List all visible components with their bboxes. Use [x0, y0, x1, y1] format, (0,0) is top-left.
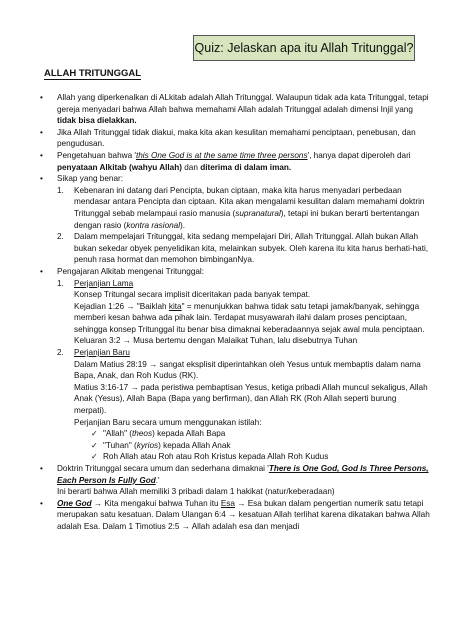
bullet-item-7: • One God → Kita mengakui bahwa Tuhan itu Esa → Esa bukan dalam pengertian numerik satu tetapi merupakan satu kesatuan. Dalam Ulangan 6:4 → kesatuan Allah terlihat karena dikatakan bahwa Allah adalah Esa. Dalam 1 Timotius 2:5 → Allah adalah esa dan menjadi — [40, 498, 430, 533]
numbered-item-2: 2. Dalam mempelajari Tritunggal, kita sedang mempelajari Diri, Allah Tritunggal. Allah bukan Allah bukan sekedar obyek penyelidikan kita, melainkan subyek. Oleh karena itu kita harus berhati-hati, penuh rasa hormat dan memohon bimbinganNya. — [57, 232, 429, 265]
new-testament-section: 2. Perjanjian Baru Dalam Matius 28:19 → sangat eksplisit diperintahkan oleh Yesus untuk membaptis dalam nama Bapa, Anak, dan Roh Kudus (RK). Matius 3:16-17 → pada peristiwa pembaptisan Yesus, ketiga pribadi Allah muncul sekaligus, Allah Anak (Yesus), Allah Bapa (Bapa yang berfirman), dan Allah RK (Roh Allah seperti burung merpati). Perjanjian Baru secara umum menggunakan istilah: ✓ "Allah" (theos) kepada Allah Bapa ✓ "Tuhan" (kyrios) kepada Allah Anak ✓ Roh Allah atau Roh atau Roh Kristus kepada Allah Roh Kudus — [57, 347, 430, 463]
arrow-icon: → — [149, 359, 158, 369]
terms-list — [91, 428, 430, 463]
arrow-icon: → — [93, 498, 103, 508]
exodus-note: Keluaran 3:2 → Musa bertemu dengan Malaikat Tuhan, lalu disebutnya Tuhan — [74, 336, 358, 346]
document-body — [40, 92, 430, 533]
bullet-item-2: • Jika Allah Tritunggal tidak diakui, maka kita akan kesulitan memahami penciptaan, penebusan, dan pengudusan. — [40, 127, 430, 150]
quiz-box — [193, 35, 415, 61]
bullet-item-4: • Sikap yang benar: — [40, 173, 430, 185]
bullet-item-3: • Pengetahuan bahwa 'this One God is at the same time three persons', hanya dapat diperoleh dari penyataan Alkitab (wahyu Allah) dan diterima di dalam iman. — [40, 150, 430, 173]
teaching-list — [57, 278, 430, 464]
quiz-label: Quiz: Jelaskan apa itu Allah Tritunggal? — [194, 41, 414, 55]
bullet-item-6: • Doktrin Tritunggal secara umum dan sederhana dimaknai 'There is One God, God Is Three Persons, Each Person Is Fully God.' Ini berarti bahwa Allah memiliki 3 pribadi dalam 1 hakikat (natur/keberadaan) — [40, 463, 430, 498]
numbered-item-1: 1. Kebenaran ini datang dari Pencipta, bukan ciptaan, maka kita harus menyadari perbedaan mendasar antara Pencipta dan ciptaan. Kita akan mengalami kesulitan dalam memahami doktrin Tritunggal sebab melampaui rasio manusia (supranatural), tetapi ini bukan berarti bertentangan dengan rasio (kontra rasional). — [57, 185, 425, 230]
bullet-item-5: • Pengajaran Alkitab mengenai Tritunggal: — [40, 266, 430, 278]
arrow-icon: → — [237, 498, 246, 508]
arrow-icon: → — [126, 301, 135, 311]
arrow-icon: → — [228, 510, 237, 520]
matthew-28-note: Dalam Matius 28:19 → sangat eksplisit diperintahkan oleh Yesus untuk membaptis dalam nama Bapa, Anak, dan Roh Kudus (RK). — [74, 359, 421, 381]
arrow-icon: → — [181, 521, 190, 531]
check-icon: ✓ — [91, 440, 98, 450]
arrow-icon: → — [130, 382, 139, 392]
arrow-icon: → — [122, 336, 131, 346]
document-title: ALLAH TRITUNGGAL — [44, 68, 142, 79]
check-icon: ✓ — [91, 429, 98, 439]
bullet-item-1: • Allah yang diperkenalkan di ALkitab adalah Allah Tritunggal. Walaupun tidak ada kata Tritunggal, tetapi gereja menyadari bahwa Allah bahwa memahami Allah adalah Tritunggal adalah dimensi Injil yang tidak bisa dielakkan. — [40, 92, 430, 127]
old-testament-section: 1. Perjanjian Lama Konsep Tritungal secara implisit diceritakan pada banyak tempat. Kejadian 1:26 → "Baiklah kita" = menunjukkan bahwa tidak satu tetapi jamak/banyak, sehingga memberi kesan bahwa ada pihak lain. Terdapat musyawarah ilahi dalam proses penciptaan, sehingga konsep Tritunggal itu benar bisa dimaknai keberadaannya sejak awal mula penciptaan. Keluaran 3:2 → Musa bertemu dengan Malaikat Tuhan, lalu disebutnya Tuhan — [57, 278, 430, 348]
new-testament-heading: Perjanjian Baru — [74, 348, 130, 358]
matthew-3-note: Matius 3:16-17 → pada peristiwa pembaptisan Yesus, ketiga pribadi Allah muncul sekaligus, Allah Anak (Yesus), Allah Bapa (Bapa yang berfirman), dan Allah RK (Roh Allah seperti burung merpati). — [74, 382, 428, 416]
check-item-1: ✓ "Allah" (theos) kepada Allah Bapa — [91, 429, 226, 439]
genesis-note: Kejadian 1:26 → "Baiklah kita" = menunjukkan bahwa tidak satu tetapi jamak/banyak, sehingga memberi kesan bahwa ada pihak lain. Terdapat musyawarah ilahi dalam proses penciptaan, sehingga konsep Tritunggal itu benar bisa dimaknai keberadaannya sejak awal mula penciptaan. — [74, 301, 425, 334]
check-item-2: ✓ "Tuhan" (kyrios) kepada Allah Anak — [91, 440, 231, 450]
attitude-list — [57, 185, 430, 266]
check-icon: ✓ — [91, 452, 98, 462]
old-testament-heading: Perjanjian Lama — [74, 278, 134, 288]
check-item-3: ✓ Roh Allah atau Roh atau Roh Kristus kepada Allah Roh Kudus — [91, 452, 329, 462]
